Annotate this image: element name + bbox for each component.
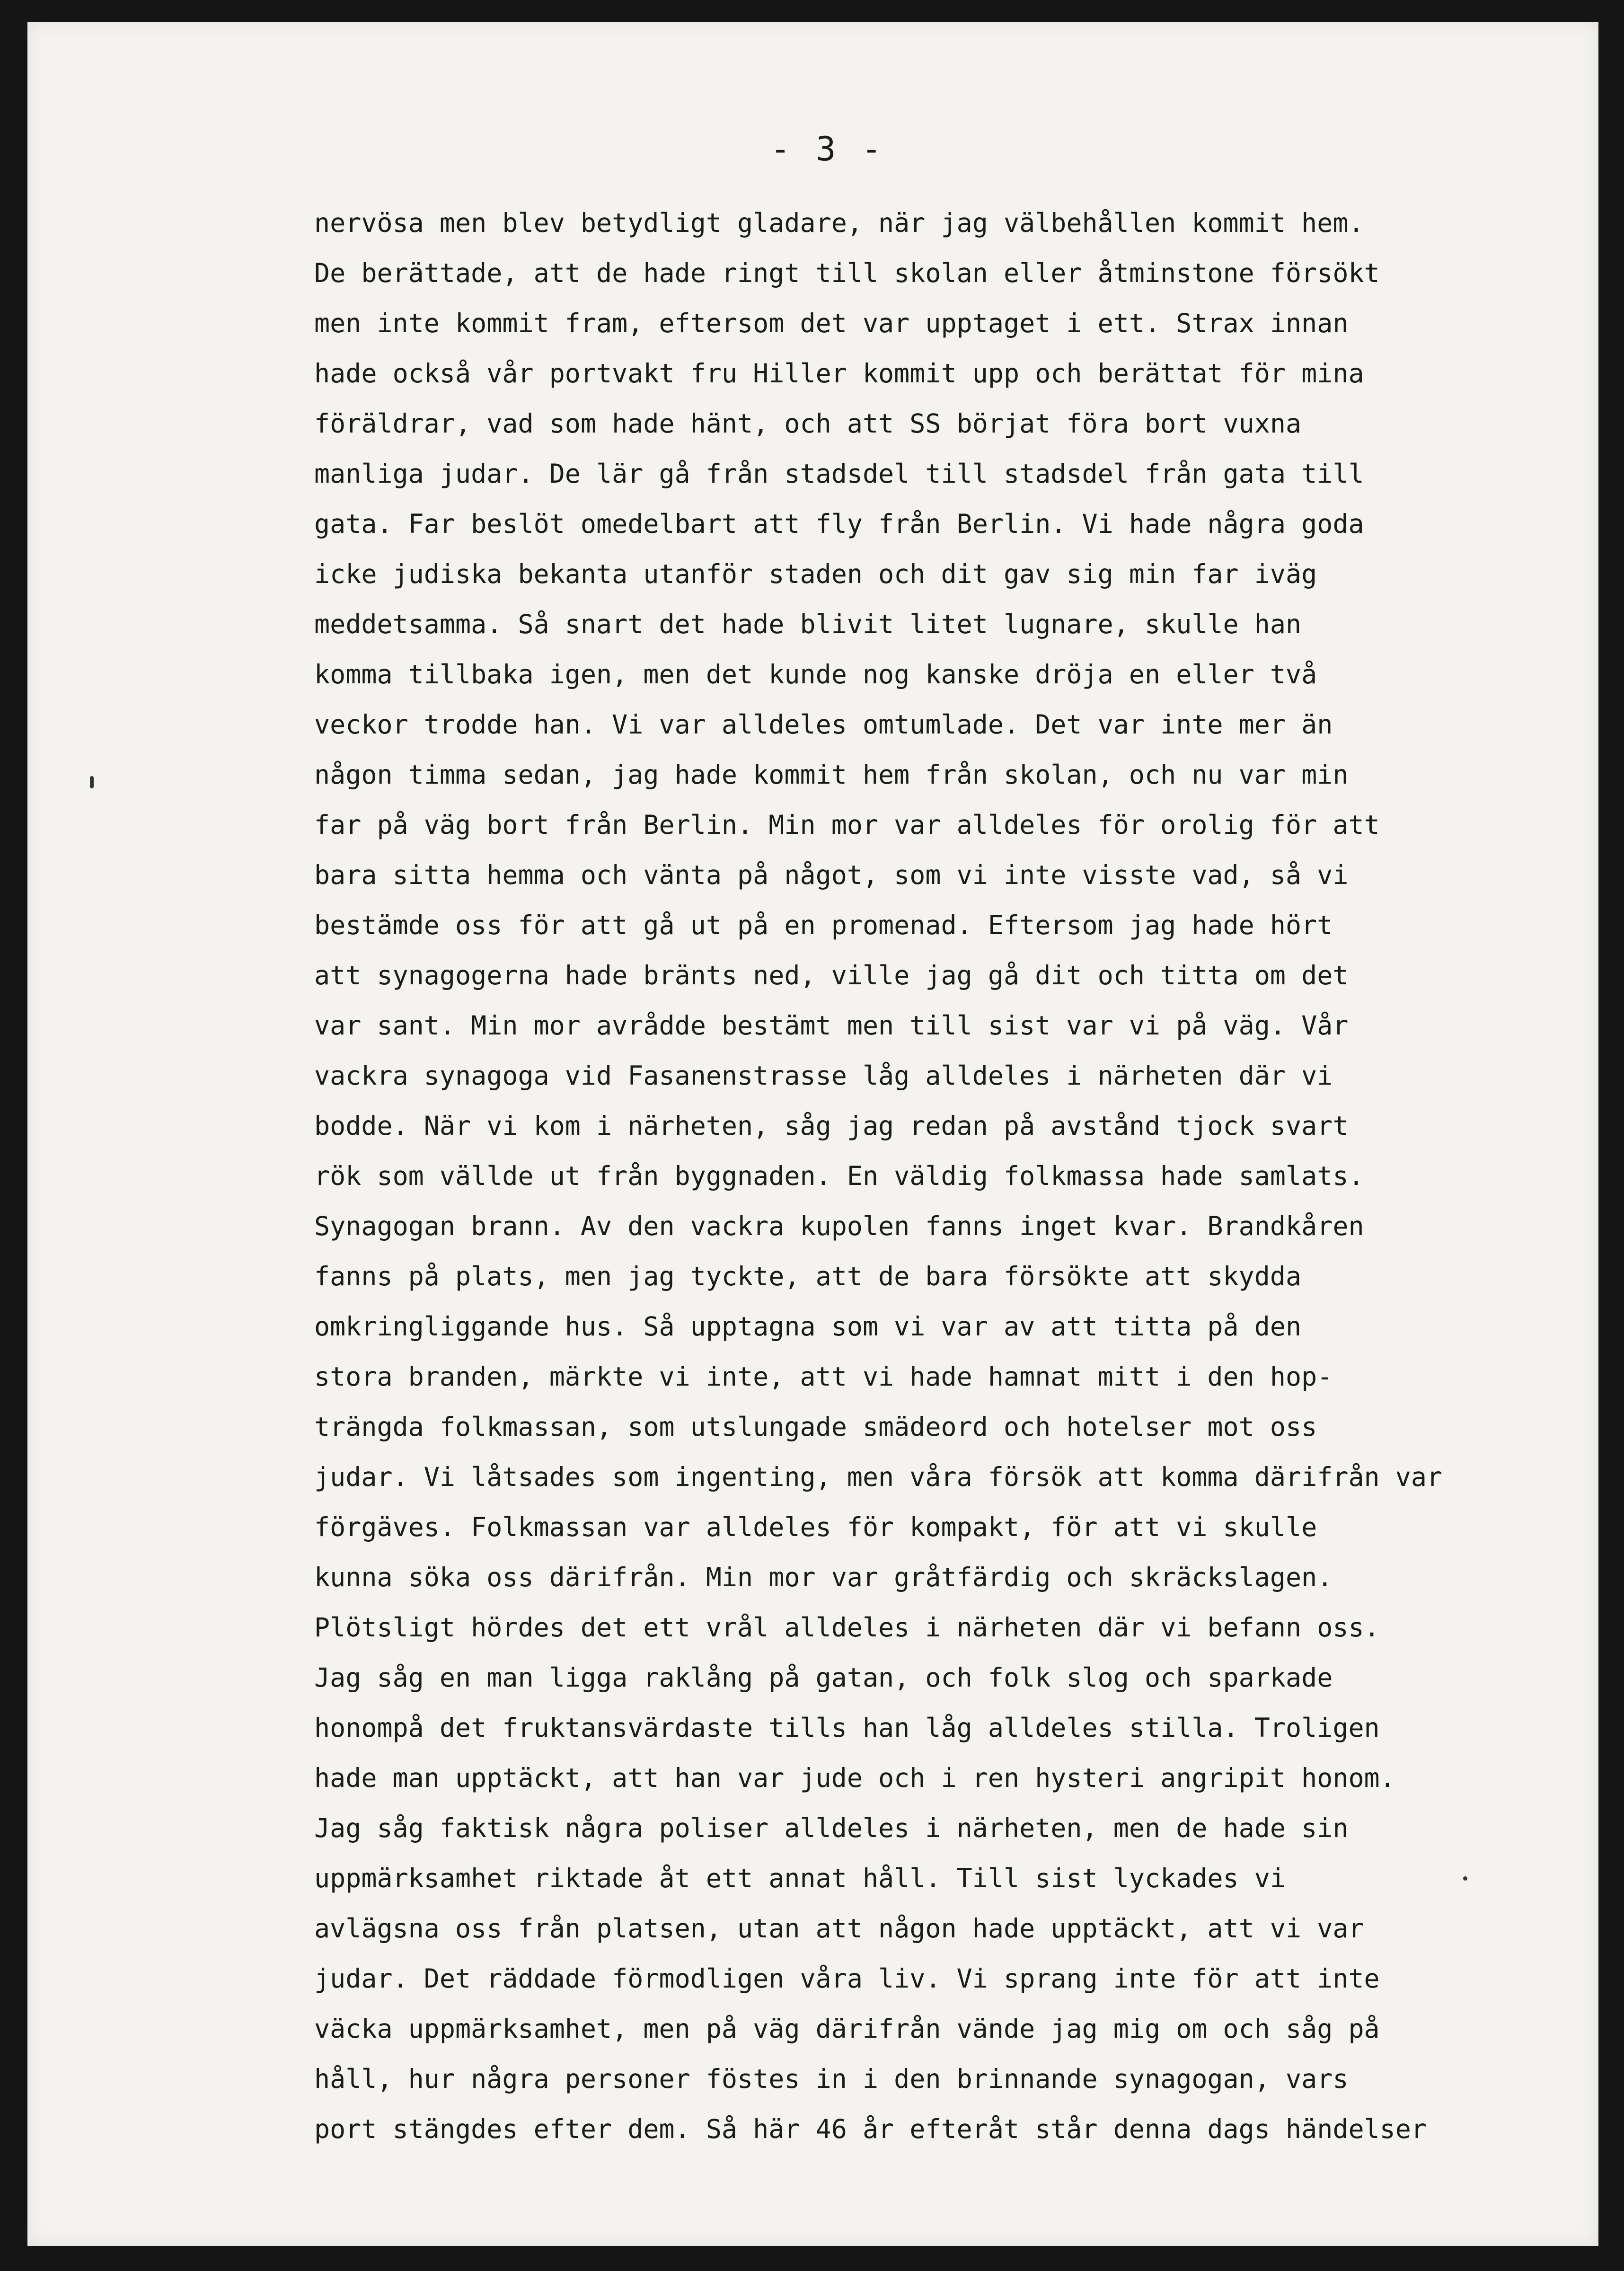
text-line: väcka uppmärksamhet, men på väg därifrån vände jag mig om och såg på [314,2014,1380,2044]
text-line: Jag såg faktisk några poliser alldeles i närheten, men de hade sin [314,1813,1349,1843]
text-line: port stängdes efter dem. Så här 46 år efteråt står denna dags händelser [314,2114,1427,2144]
text-line: bodde. När vi kom i närheten, såg jag redan på avstånd tjock svart [314,1111,1349,1141]
text-line: trängda folkmassan, som utslungade smädeord och hotelser mot oss [314,1412,1317,1442]
text-line: nervösa men blev betydligt gladare, när jag välbehållen kommit hem. [314,208,1364,238]
text-line: icke judiska bekanta utanför staden och dit gav sig min far iväg [314,559,1317,589]
text-line: veckor trodde han. Vi var alldeles omtumlade. Det var inte mer än [314,709,1333,740]
typewritten-text-body [314,198,1526,2154]
text-line: uppmärksamhet riktade åt ett annat håll. Till sist lyckades vi [314,1863,1286,1893]
text-line: fanns på plats, men jag tyckte, att de bara försökte att skydda [314,1261,1302,1291]
paper-speck [1463,1876,1467,1881]
text-line: meddetsamma. Så snart det hade blivit litet lugnare, skulle han [314,609,1302,639]
text-line: far på väg bort från Berlin. Min mor var alldeles för orolig för att [314,810,1380,840]
text-line: kunna söka oss därifrån. Min mor var gråtfärdig och skräckslagen. [314,1562,1333,1592]
text-line: bestämde oss för att gå ut på en promenad. Eftersom jag hade hört [314,910,1333,940]
text-line: avlägsna oss från platsen, utan att någon hade upptäckt, att vi var [314,1913,1364,1944]
text-line: Synagogan brann. Av den vackra kupolen fanns inget kvar. Brandkåren [314,1211,1364,1241]
text-line: håll, hur några personer föstes in i den brinnande synagogan, vars [314,2064,1349,2094]
text-line: vackra synagoga vid Fasanenstrasse låg alldeles i närheten där vi [314,1060,1333,1091]
text-line: någon timma sedan, jag hade kommit hem från skolan, och nu var min [314,760,1349,790]
paper-speck [90,776,94,788]
text-line: stora branden, märkte vi inte, att vi hade hamnat mitt i den hop- [314,1361,1333,1392]
text-line: Plötsligt hördes det ett vrål alldeles i närheten där vi befann oss. [314,1612,1380,1643]
page-number: - 3 - [770,130,884,168]
text-line: men inte kommit fram, eftersom det var upptaget i ett. Strax innan [314,308,1349,338]
text-line: manliga judar. De lär gå från stadsdel till stadsdel från gata till [314,459,1364,489]
text-line: Jag såg en man ligga raklång på gatan, och folk slog och sparkade [314,1662,1333,1693]
text-line: judar. Det räddade förmodligen våra liv. Vi sprang inte för att inte [314,1963,1380,1994]
text-line: hade man upptäckt, att han var jude och i ren hysteri angripit honom. [314,1763,1395,1793]
text-line: att synagogerna hade bränts ned, ville jag gå dit och titta om det [314,960,1349,990]
text-line: var sant. Min mor avrådde bestämt men till sist var vi på väg. Vår [314,1010,1349,1041]
text-line: föräldrar, vad som hade hänt, och att SS börjat föra bort vuxna [314,408,1302,439]
text-line: gata. Far beslöt omedelbart att fly från Berlin. Vi hade några goda [314,509,1364,539]
text-line: rök som vällde ut från byggnaden. En väldig folkmassa hade samlats. [314,1161,1364,1191]
text-line: omkringliggande hus. Så upptagna som vi var av att titta på den [314,1311,1302,1342]
text-line: De berättade, att de hade ringt till skolan eller åtminstone försökt [314,258,1380,288]
text-line: komma tillbaka igen, men det kunde nog kanske dröja en eller två [314,659,1317,689]
text-line: förgäves. Folkmassan var alldeles för kompakt, för att vi skulle [314,1512,1317,1542]
text-line: bara sitta hemma och vänta på något, som vi inte visste vad, så vi [314,860,1349,890]
text-line: hade också vår portvakt fru Hiller kommit upp och berättat för mina [314,358,1364,389]
text-line: judar. Vi låtsades som ingenting, men våra försök att komma därifrån var [314,1462,1443,1492]
text-line: honompå det fruktansvärdaste tills han låg alldeles stilla. Troligen [314,1713,1380,1743]
